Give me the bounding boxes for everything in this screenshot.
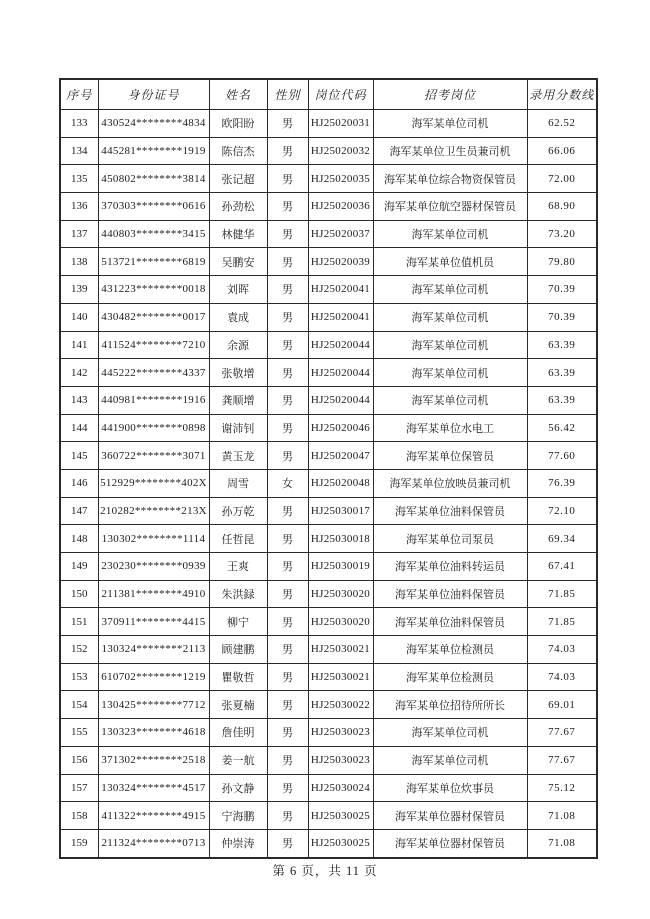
table-cell: 柳宁: [209, 608, 267, 636]
table-cell: 130302********1114: [98, 525, 209, 553]
table-cell: 74.03: [527, 636, 597, 664]
table-cell: HJ25020041: [308, 303, 373, 331]
table-cell: 154: [60, 691, 98, 719]
table-cell: 海军某单位司机: [373, 303, 527, 331]
table-cell: 150: [60, 580, 98, 608]
table-row: [60, 746, 597, 774]
table-cell: 72.00: [527, 165, 597, 193]
table-cell: 瞿敬哲: [209, 663, 267, 691]
table-cell: 69.34: [527, 525, 597, 553]
table-cell: 海军某单位航空器材保管员: [373, 193, 527, 221]
table-cell: 海军某单位司机: [373, 331, 527, 359]
table-cell: 610702********1219: [98, 663, 209, 691]
table-cell: 56.42: [527, 414, 597, 442]
table-row: [60, 276, 597, 304]
table-cell: 445281********1919: [98, 137, 209, 165]
table-cell: HJ25020039: [308, 248, 373, 276]
table-cell: 151: [60, 608, 98, 636]
table-cell: HJ25030024: [308, 774, 373, 802]
table-cell: 67.41: [527, 553, 597, 581]
table-cell: 230230********0939: [98, 553, 209, 581]
table-cell: 71.08: [527, 802, 597, 830]
table-row: [60, 802, 597, 830]
table-cell: 男: [267, 331, 308, 359]
table-row: [60, 248, 597, 276]
table-cell: 513721********6819: [98, 248, 209, 276]
table-cell: 141: [60, 331, 98, 359]
table-row: [60, 774, 597, 802]
table-cell: HJ25020037: [308, 220, 373, 248]
table-cell: 张夏楠: [209, 691, 267, 719]
table-cell: 海军某单位放映员兼司机: [373, 469, 527, 497]
table-cell: 孙劲松: [209, 193, 267, 221]
table-cell: 海军某单位检测员: [373, 663, 527, 691]
table-cell: HJ25020032: [308, 137, 373, 165]
table-cell: 海军某单位保管员: [373, 442, 527, 470]
table-row: [60, 636, 597, 664]
table-cell: 370911********4415: [98, 608, 209, 636]
table-cell: 男: [267, 276, 308, 304]
table-cell: 谢沛钊: [209, 414, 267, 442]
table-cell: 142: [60, 359, 98, 387]
table-cell: 男: [267, 248, 308, 276]
page-number-footer: 第 6 页，共 11 页: [272, 864, 378, 878]
table-cell: 孙文静: [209, 774, 267, 802]
table-cell: 144: [60, 414, 98, 442]
table-cell: 海军某单位司机: [373, 386, 527, 414]
header-cell: 性别: [267, 79, 308, 110]
table-cell: 朱洪録: [209, 580, 267, 608]
table-cell: 441900********0898: [98, 414, 209, 442]
table-cell: 133: [60, 110, 98, 138]
table-cell: 140: [60, 303, 98, 331]
table-cell: 411524********7210: [98, 331, 209, 359]
header-cell: 姓名: [209, 79, 267, 110]
table-cell: 62.52: [527, 110, 597, 138]
table-cell: 海军某单位油料保管员: [373, 497, 527, 525]
table-cell: 138: [60, 248, 98, 276]
table-cell: HJ25030022: [308, 691, 373, 719]
table-cell: 男: [267, 829, 308, 857]
table-row: [60, 414, 597, 442]
table-cell: 155: [60, 719, 98, 747]
table-cell: 149: [60, 553, 98, 581]
table-cell: 440981********1916: [98, 386, 209, 414]
table-cell: 143: [60, 386, 98, 414]
table-row: [60, 829, 597, 857]
table-cell: 130324********4517: [98, 774, 209, 802]
table-cell: HJ25020046: [308, 414, 373, 442]
table-row: [60, 165, 597, 193]
table-cell: 海军某单位油料保管员: [373, 580, 527, 608]
table-cell: 440803********3415: [98, 220, 209, 248]
table-cell: 159: [60, 829, 98, 857]
table-row: [60, 525, 597, 553]
table-cell: 男: [267, 137, 308, 165]
table-row: [60, 193, 597, 221]
table-row: [60, 442, 597, 470]
table-row: [60, 719, 597, 747]
table-cell: 77.60: [527, 442, 597, 470]
table-cell: 370303********0616: [98, 193, 209, 221]
table-cell: 仲崇涛: [209, 829, 267, 857]
table-cell: 袁成: [209, 303, 267, 331]
table-cell: 男: [267, 165, 308, 193]
table-cell: 152: [60, 636, 98, 664]
table-row: [60, 303, 597, 331]
table-cell: 男: [267, 580, 308, 608]
table-row: [60, 220, 597, 248]
table-row: [60, 359, 597, 387]
table-cell: 411322********4915: [98, 802, 209, 830]
table-cell: HJ25030019: [308, 553, 373, 581]
table-cell: 刘晖: [209, 276, 267, 304]
header-cell: 招考岗位: [373, 79, 527, 110]
table-cell: 海军某单位水电工: [373, 414, 527, 442]
table-cell: 男: [267, 774, 308, 802]
table-cell: 男: [267, 802, 308, 830]
table-cell: 77.67: [527, 746, 597, 774]
table-cell: 男: [267, 193, 308, 221]
table-cell: 70.39: [527, 276, 597, 304]
table-cell: 男: [267, 220, 308, 248]
table-cell: 陈信杰: [209, 137, 267, 165]
table-cell: HJ25020041: [308, 276, 373, 304]
table-cell: 153: [60, 663, 98, 691]
table-row: [60, 553, 597, 581]
table-cell: 130425********7712: [98, 691, 209, 719]
table-cell: 海军某单位综合物资保管员: [373, 165, 527, 193]
table-cell: 黄玉龙: [209, 442, 267, 470]
header-cell: 身份证号: [98, 79, 209, 110]
table-cell: 任哲昆: [209, 525, 267, 553]
table-cell: 男: [267, 525, 308, 553]
table-cell: 137: [60, 220, 98, 248]
table-cell: HJ25020044: [308, 386, 373, 414]
table-cell: 男: [267, 414, 308, 442]
table-cell: 男: [267, 497, 308, 525]
table-cell: 海军某单位器材保管员: [373, 802, 527, 830]
table-cell: 79.80: [527, 248, 597, 276]
table-row: [60, 386, 597, 414]
table-cell: 男: [267, 359, 308, 387]
table-cell: 詹佳明: [209, 719, 267, 747]
table-cell: 75.12: [527, 774, 597, 802]
table-cell: 男: [267, 691, 308, 719]
table-cell: 男: [267, 553, 308, 581]
table-cell: 男: [267, 386, 308, 414]
table-cell: 男: [267, 442, 308, 470]
table-cell: HJ25030025: [308, 802, 373, 830]
table-cell: HJ25020044: [308, 359, 373, 387]
table-cell: 海军某单位司机: [373, 359, 527, 387]
table-row: [60, 497, 597, 525]
table-cell: 男: [267, 636, 308, 664]
table-cell: HJ25020047: [308, 442, 373, 470]
table-cell: HJ25020031: [308, 110, 373, 138]
table-cell: 海军某单位司机: [373, 220, 527, 248]
table-row: [60, 331, 597, 359]
table-cell: 海军某单位司机: [373, 276, 527, 304]
table-cell: 孙万乾: [209, 497, 267, 525]
table-cell: 73.20: [527, 220, 597, 248]
table-cell: 海军某单位油料转运员: [373, 553, 527, 581]
table-cell: 海军某单位油料保管员: [373, 608, 527, 636]
table-cell: HJ25020035: [308, 165, 373, 193]
table-cell: 张记超: [209, 165, 267, 193]
table-cell: 男: [267, 303, 308, 331]
table-cell: 张敬增: [209, 359, 267, 387]
table-cell: 海军某单位司泵员: [373, 525, 527, 553]
table-header-row: [60, 79, 597, 110]
table-cell: 148: [60, 525, 98, 553]
table-cell: 吴鹏安: [209, 248, 267, 276]
table-cell: 男: [267, 663, 308, 691]
table-cell: 136: [60, 193, 98, 221]
table-cell: 71.08: [527, 829, 597, 857]
table-cell: 女: [267, 469, 308, 497]
table-cell: 158: [60, 802, 98, 830]
score-table: [59, 78, 598, 859]
table-cell: HJ25020036: [308, 193, 373, 221]
table-cell: 海军某单位器材保管员: [373, 829, 527, 857]
table-row: [60, 137, 597, 165]
table-cell: 周雪: [209, 469, 267, 497]
table-cell: 445222********4337: [98, 359, 209, 387]
table-cell: 宁海鹏: [209, 802, 267, 830]
table-cell: HJ25020048: [308, 469, 373, 497]
table-cell: 147: [60, 497, 98, 525]
table-cell: 余源: [209, 331, 267, 359]
table-cell: 72.10: [527, 497, 597, 525]
table-cell: 海军某单位卫生员兼司机: [373, 137, 527, 165]
table-cell: 海军某单位检测员: [373, 636, 527, 664]
table-row: [60, 469, 597, 497]
table-cell: 姜一航: [209, 746, 267, 774]
table-cell: 211381********4910: [98, 580, 209, 608]
table-cell: HJ25030023: [308, 746, 373, 774]
table-cell: 71.85: [527, 608, 597, 636]
table-cell: 74.03: [527, 663, 597, 691]
table-cell: 145: [60, 442, 98, 470]
table-row: [60, 110, 597, 138]
header-cell: 序号: [60, 79, 98, 110]
table-cell: 77.67: [527, 719, 597, 747]
table-cell: 430482********0017: [98, 303, 209, 331]
table-cell: HJ25030020: [308, 608, 373, 636]
table-cell: HJ25030023: [308, 719, 373, 747]
table-cell: 450802********3814: [98, 165, 209, 193]
table-cell: 430524********4834: [98, 110, 209, 138]
table-cell: 66.06: [527, 137, 597, 165]
table-cell: 135: [60, 165, 98, 193]
table-cell: HJ25030021: [308, 663, 373, 691]
table-cell: 海军某单位司机: [373, 110, 527, 138]
table-cell: 海军某单位值机员: [373, 248, 527, 276]
table-cell: 王爽: [209, 553, 267, 581]
table-cell: 431223********0018: [98, 276, 209, 304]
table-cell: 63.39: [527, 331, 597, 359]
table-cell: 146: [60, 469, 98, 497]
table-row: [60, 691, 597, 719]
table-cell: 顾建鹏: [209, 636, 267, 664]
table-cell: 371302********2518: [98, 746, 209, 774]
table-cell: 63.39: [527, 359, 597, 387]
table-cell: 69.01: [527, 691, 597, 719]
table-cell: 512929********402X: [98, 469, 209, 497]
table-body: [60, 110, 597, 858]
table-row: [60, 580, 597, 608]
table-cell: 海军某单位炊事员: [373, 774, 527, 802]
table-cell: 海军某单位司机: [373, 719, 527, 747]
table-cell: 134: [60, 137, 98, 165]
table-cell: HJ25020044: [308, 331, 373, 359]
table-cell: 海军某单位招待所所长: [373, 691, 527, 719]
table-cell: 211324********0713: [98, 829, 209, 857]
table-cell: 210282********213X: [98, 497, 209, 525]
table-head: [60, 79, 597, 110]
table-cell: 龚顺增: [209, 386, 267, 414]
table-cell: 63.39: [527, 386, 597, 414]
table-cell: 男: [267, 608, 308, 636]
table-cell: 林健华: [209, 220, 267, 248]
table-cell: 71.85: [527, 580, 597, 608]
header-cell: 岗位代码: [308, 79, 373, 110]
table-cell: 360722********3071: [98, 442, 209, 470]
table-cell: HJ25030025: [308, 829, 373, 857]
table-cell: 139: [60, 276, 98, 304]
table-cell: 欧阳盼: [209, 110, 267, 138]
table-cell: 70.39: [527, 303, 597, 331]
table-cell: 76.39: [527, 469, 597, 497]
table-row: [60, 608, 597, 636]
table-cell: HJ25030021: [308, 636, 373, 664]
table-cell: 156: [60, 746, 98, 774]
table-cell: HJ25030018: [308, 525, 373, 553]
table-cell: 157: [60, 774, 98, 802]
table-cell: 68.90: [527, 193, 597, 221]
table-row: [60, 663, 597, 691]
header-cell: 录用分数线: [527, 79, 597, 110]
table-cell: 130323********4618: [98, 719, 209, 747]
table-cell: 男: [267, 746, 308, 774]
table-cell: 海军某单位司机: [373, 746, 527, 774]
table-cell: 男: [267, 110, 308, 138]
table-cell: 男: [267, 719, 308, 747]
table-cell: 130324********2113: [98, 636, 209, 664]
table-cell: HJ25030020: [308, 580, 373, 608]
table-cell: HJ25030017: [308, 497, 373, 525]
